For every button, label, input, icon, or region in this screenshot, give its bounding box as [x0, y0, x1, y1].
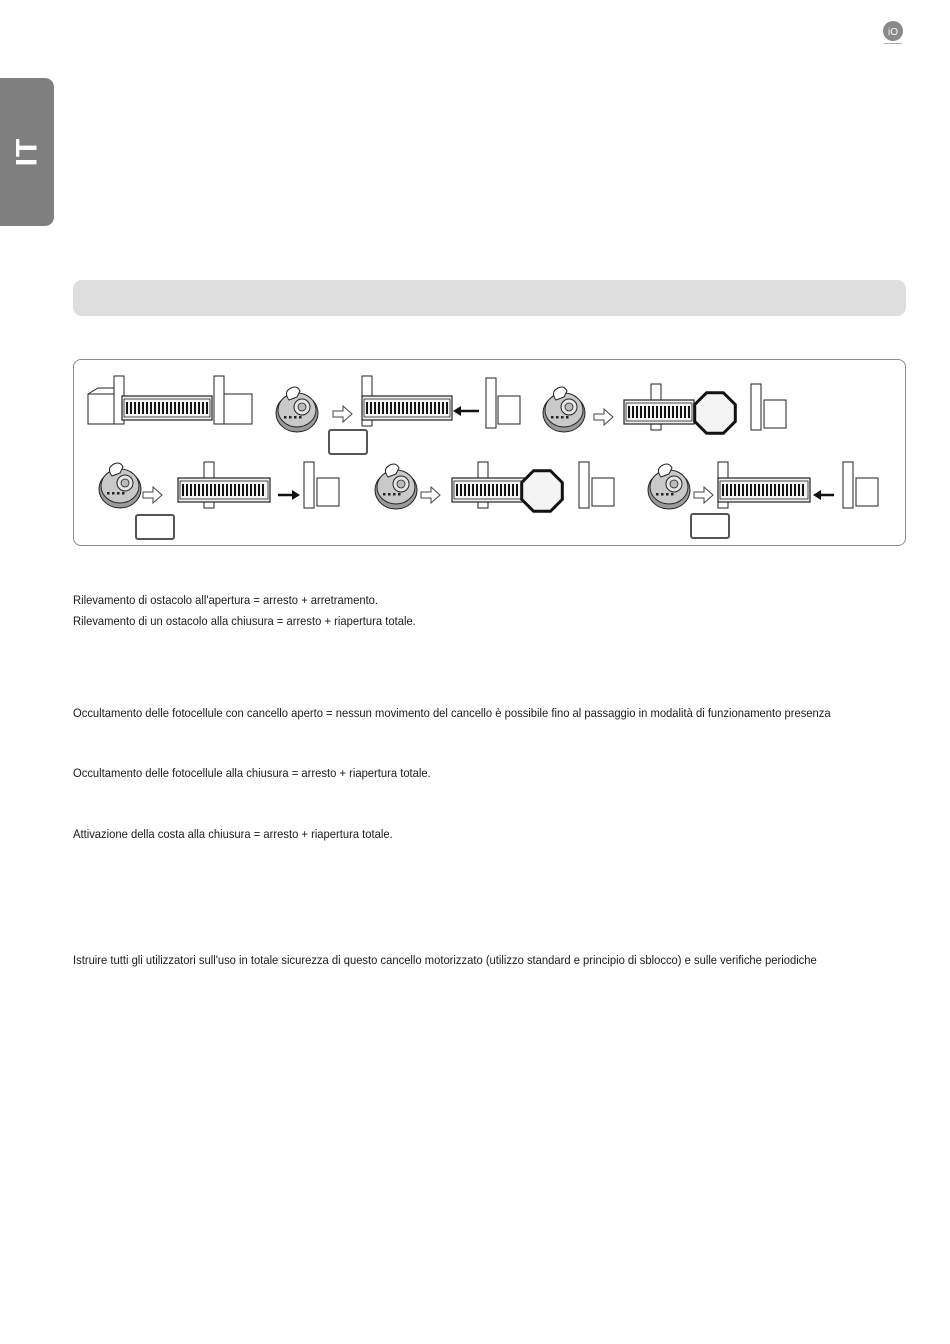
- language-tab-label: IT: [9, 137, 43, 167]
- svg-text:iO: iO: [888, 27, 898, 38]
- panel-remote-gate-stop-2: [375, 462, 614, 511]
- motion-arrowhead-icon: [292, 490, 300, 500]
- text-line-6: Istruire tutti gli utilizzatori sull'uso in totale sicurezza di questo cancello motorizzato (utilizzo standard e principio di sblocco) e sulle verifiche periodiche: [73, 953, 817, 967]
- remote-control-icon: [375, 464, 417, 509]
- gate-pillar: [304, 462, 314, 508]
- next-step-arrow-icon: [333, 406, 352, 422]
- wall-block: [856, 478, 878, 506]
- stop-sign-icon: [695, 393, 736, 434]
- stop-sign-icon: [522, 471, 563, 512]
- wall-block: [498, 396, 520, 424]
- wall-block: [592, 478, 614, 506]
- panel-remote-gate-closing: [276, 376, 520, 454]
- wall-block: [317, 478, 339, 506]
- panel-gate-closed: [88, 376, 252, 424]
- motion-arrowhead-icon: [813, 490, 821, 500]
- gate-leaf: [624, 400, 694, 424]
- language-tab: [0, 78, 54, 226]
- remote-control-icon: [99, 463, 141, 508]
- remote-control-icon: [276, 387, 318, 432]
- status-indicator-box: [136, 515, 174, 539]
- motion-arrowhead-icon: [453, 406, 461, 416]
- gate-pillar: [214, 376, 224, 424]
- wall-block: [224, 394, 252, 424]
- remote-control-icon: [543, 387, 585, 432]
- panel-remote-gate-opening: [99, 462, 339, 539]
- text-line-4: Occultamento delle fotocellule alla chiusura = arresto + riapertura totale.: [73, 766, 431, 780]
- panel-remote-gate-closing-2: [648, 462, 878, 538]
- gate-pillar: [579, 462, 589, 508]
- io-logo-icon: [881, 20, 905, 46]
- next-step-arrow-icon: [694, 487, 713, 503]
- wall-block: [764, 400, 786, 428]
- status-indicator-box: [691, 514, 729, 538]
- text-line-3: Occultamento delle fotocellule con cancello aperto = nessun movimento del cancello è possibile fino al passaggio in modalità di funzionamento presenza: [73, 706, 831, 720]
- text-line-1: Rilevamento di ostacolo all'apertura = arresto + arretramento.: [73, 593, 379, 607]
- next-step-arrow-icon: [421, 487, 440, 503]
- next-step-arrow-icon: [594, 409, 613, 425]
- panel-remote-gate-stop-1: [543, 384, 786, 433]
- next-step-arrow-icon: [143, 487, 162, 503]
- text-line-2: Rilevamento di un ostacolo alla chiusura = arresto + riapertura totale.: [73, 614, 416, 628]
- gate-sequence-figure: [73, 359, 906, 546]
- section-header-bar: [73, 280, 906, 316]
- gate-pillar: [751, 384, 761, 430]
- status-indicator-box: [329, 430, 367, 454]
- gate-pillar: [843, 462, 853, 508]
- remote-control-icon: [648, 464, 690, 509]
- gate-pillar: [486, 378, 496, 428]
- text-line-5: Attivazione della costa alla chiusura = arresto + riapertura totale.: [73, 827, 393, 841]
